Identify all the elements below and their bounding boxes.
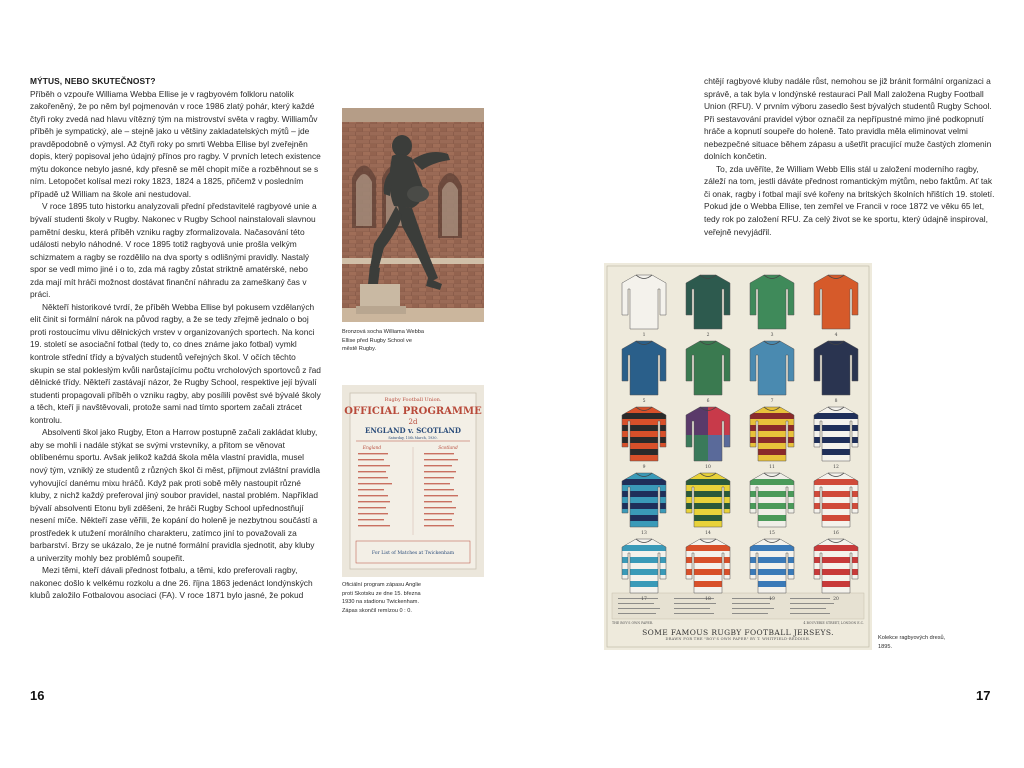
jersey-number: 19 [769, 597, 775, 602]
jersey-number: 7 [770, 399, 774, 404]
jerseys-illustration [604, 263, 872, 650]
jersey-number: 10 [705, 465, 711, 470]
jersey-4 [814, 275, 858, 338]
jersey-number: 8 [834, 399, 838, 404]
statue-photo [342, 108, 484, 322]
paragraph: Mezi těmi, kteří dávali přednost fotbalu, a těmi, kdo preferovali ragby, nakonec došlo k velkému rozkolu a dne 26. října 1863 jedenáct londýnských klubů založilo Fotbalovou asociaci (FA). V roce 1871 bylo jasné, že pokud [30, 565, 313, 601]
paragraph: To, zda uvěříte, že William Webb Ellis stál u založení moderního ragby, záleží na tom, jestli dáváte přednost romantickým mýtům, nebo faktům. Ať tak či onak, ragby i fotbal mají své kořeny na britských školních hřištích 19. století. Pokud jde o Webba Ellise, ten zemřel ve Francii v roce 1872 ve věku 65 let, tedy rok po založení RFU. Za celý život se ke sportu, který údajně inspiroval, veřejně nevyjádřil. [704, 163, 995, 237]
jersey-number: 11 [769, 465, 775, 470]
programme-photo [342, 385, 484, 577]
jersey-16 [814, 473, 858, 536]
jersey-number: 17 [641, 597, 647, 602]
jersey-number: 16 [833, 531, 839, 536]
jersey-20 [814, 539, 858, 602]
jersey-number: 6 [706, 399, 710, 404]
paragraph: chtějí ragbyové kluby nadále růst, nemohou se již bránit formální organizaci a správě, a tak byla v londýnské restauraci Pall Mall založena Rugby Football Union (RFU). V prvním výboru zasedlo šest bývalých studentů Rugby School. Při sestavování pravidel výbor označil za nepřípustné mimo jiné podkopnutí hráče a kopnutí soupeře do holeně. Tato pravidla měla eliminovat velmi nebezpečné situace během zápasu a ušetřit pracující muže častých zlomenin dolních končetin. [704, 76, 992, 162]
jersey-8 [814, 341, 858, 404]
statue-caption: Bronzová socha Williama Webba Ellise před Rugby School ve městě Rugby. [342, 329, 424, 353]
jersey-number: 20 [833, 597, 839, 602]
jersey-13 [622, 473, 666, 536]
jersey-17 [622, 539, 666, 602]
jersey-12 [814, 407, 858, 470]
programme-union: Rugby Football Union. [384, 397, 442, 403]
poster-left-note: THE BOY'S OWN PAPER. [612, 621, 654, 625]
jersey-number: 9 [642, 465, 646, 470]
statue-image [342, 108, 484, 322]
section-heading: MÝTUS, NEBO SKUTEČNOST? [30, 76, 156, 86]
jersey-number: 5 [642, 399, 646, 404]
jersey-number: 1 [642, 333, 646, 338]
page-number-left: 16 [30, 688, 45, 703]
programme-date: Saturday, 15th March, 1930. [388, 436, 438, 440]
programme-title: OFFICIAL PROGRAMME [344, 406, 482, 417]
jersey-number: 14 [705, 531, 711, 536]
jersey-6 [686, 341, 730, 404]
jersey-number: 13 [641, 531, 647, 536]
jersey-2 [686, 275, 730, 338]
jersey-number: 15 [769, 531, 775, 536]
jersey-1 [622, 275, 666, 338]
right-text-column [704, 75, 995, 238]
paragraph: Někteří historikové tvrdí, že příběh Webba Ellise byl pokusem vzdělaných elit činit si formální nárok na původ ragby, a že se tedy zřejmě jednalo o boj proti rostoucímu vlivu dělnických vrstev v organizovaných sportech. Na konci 19. století se asociační fotbal (tedy to, co dnes známe jako fotbal) vymkl kontrole střední třídy a bývalých studentů veřejných škol. V očích těchto skupin se stal pokleslým kvůli narůstajícímu počtu vrcholových sportovců z řad dělnické třídy. Někteří zastávají názor, že Rugby School, respektive její bývalí studenti propagovali příběh o vzniku ragby, aby posílili pověst své bývalé školy a těch, kteří ji navštěvovali, protože sami nad tímto sportem začali ztrácet kontrolu. [30, 301, 321, 425]
jersey-11 [750, 407, 794, 470]
jersey-3 [750, 275, 794, 338]
poster-caption: Kolekce ragbyových dresů, 1895. [878, 635, 946, 650]
programme-team-right: Scotland [438, 446, 458, 451]
jersey-9 [622, 407, 666, 470]
jersey-14 [686, 473, 730, 536]
jersey-5 [622, 341, 666, 404]
programme-caption: Oficiální program zápasu Anglie proti Skotsku ze dne 15. března 1930 na stadionu Twickenham. Zápas skončil remízou 0 : 0. [342, 582, 421, 614]
paragraph: Absolventi škol jako Rugby, Eton a Harrow postupně začali zakládat kluby, aby se mohli i nadále stýkat se svými vrstevníky, a přitom se věnovat oblíbenému sportu. Avšak jelikož každá škola měla vlastní pravidla, musel nový tým, vzniklý ze studentů z různých škol či měst, přijmout zvláštní pravidla vyhovující danému mixu hráčů. Když pak proti sobě měly nastoupit různé kluby, z nichž každý preferoval jiný soubor pravidel, nastal problém. Například bývalí absolventi Etonu byli zděšeni, že hráči Rugby School upřednostňují nesení míče. Někteří zase věřili, že kopání do holeně je nezbytnou součástí a prostředek k utužení morálního charakteru, zatímco jiní to považovali za barbarství. Brzy se ukázalo, že je nutné formální pravidla sjednotit, aby kluby a univerzity mohly bez problémů soupeřit. [30, 427, 320, 563]
jersey-18 [686, 539, 730, 602]
jersey-number: 18 [705, 597, 711, 602]
paragraph: V roce 1895 tuto historku analyzovali přední představitelé ragbyové unie a bývalí studenti školy v Rugby. Nakonec v Rugby School nainstalovali slavnou pamětní desku, která příběh vzniku ragby zformalizovala. Načasování této události nebylo náhodné. V roce 1895 totiž ragbyová unie prošla velkým schizmatem a ragby se rozdělilo na dva sporty s odlišnými pravidly. Nastalý spor se vedl mimo jiné i o to, zda má ragby zůstat striktně amatérské, nebo zda mají mít hráči možnost dostávat finanční náhradu za zameškaný čas v práci. [30, 201, 317, 300]
jersey-10 [686, 407, 730, 470]
poster-subtitle: DRAWN FOR THE "BOY'S OWN PAPER" BY T. WHITFIELD-REDDISH. [665, 637, 811, 641]
jersey-number: 12 [833, 465, 839, 470]
poster-title: SOME FAMOUS RUGBY FOOTBALL JERSEYS. [642, 628, 834, 637]
paragraph: Příběh o vzpouře Williama Webba Ellise je v ragbyovém folkloru natolik zakořeněný, že po něm byl pojmenován v roce 1986 zlatý pohár, který každé čtyři roky zvedá nad hlavu vítězný tým na mistrovství světa v ragby. Williamův příběh je sympatický, ale – stejně jako u většiny zakladatelských mýtů – jde pravděpodobně o výmysl. Až čtyři roky po smrti Webba Ellise byl zveřejněn dopis, který popisoval jeho údajný přínos pro ragby. V prvních letech existence mýtu dokonce nebylo jasné, kdy přesně se měl chopit míče a rozběhnout se s ním. Letopočet kolísal mezi roky 1823, 1824 a 1825, přičemž v posledním případě už William na škole ani nestudoval. [30, 88, 321, 199]
jersey-15 [750, 473, 794, 536]
page-number-right: 17 [976, 688, 991, 703]
left-text-column [30, 75, 321, 602]
programme-image [342, 385, 484, 577]
jersey-number: 2 [706, 333, 710, 338]
programme-team-left: England [362, 446, 382, 451]
jersey-number: 4 [834, 333, 838, 338]
programme-match: ENGLAND v. SCOTLAND [365, 426, 461, 435]
jersey-7 [750, 341, 794, 404]
jersey-number: 3 [770, 333, 774, 338]
jerseys-poster [604, 263, 872, 650]
programme-footer: For List of Matches at Twickenham [371, 551, 455, 556]
jersey-19 [750, 539, 794, 602]
poster-right-note: 4 BOUVERIE STREET, LONDON E.C. [803, 621, 864, 625]
programme-price: 2d [408, 418, 418, 426]
